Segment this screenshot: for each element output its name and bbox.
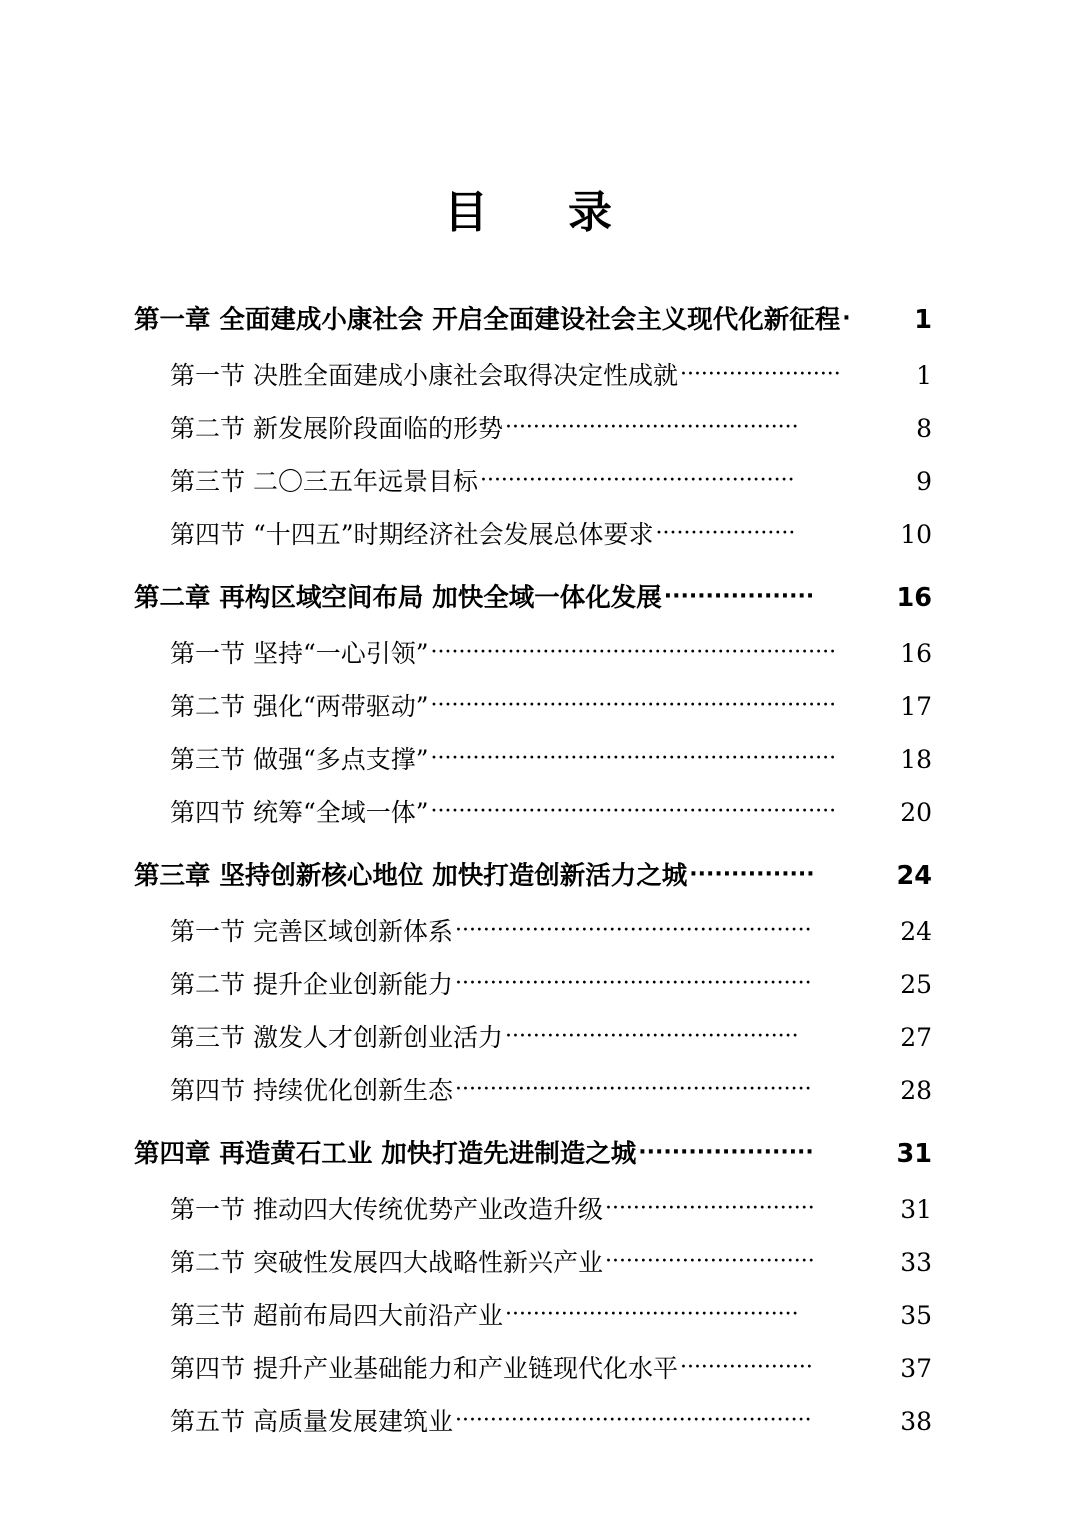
toc-entry-label: 第一节 决胜全面建成小康社会取得决定性成就 xyxy=(170,361,678,390)
toc-entry[interactable] xyxy=(0,793,1074,846)
toc-leader-dots: ··············· xyxy=(689,864,815,886)
toc-entry[interactable] xyxy=(0,740,1074,793)
toc-entry-page-number: 25 xyxy=(900,970,932,999)
toc-entry-page-number: 24 xyxy=(900,917,932,946)
toc-entry[interactable] xyxy=(0,1134,1074,1190)
toc-entry-label: 第一节 坚持“一心引领” xyxy=(170,639,429,668)
toc-entry-page-number: 37 xyxy=(900,1354,932,1383)
toc-entry[interactable] xyxy=(0,1243,1074,1296)
toc-entry-label: 第四节 持续优化创新生态 xyxy=(170,1076,453,1105)
toc-entry[interactable] xyxy=(0,462,1074,515)
toc-leader-dots: ·········································· xyxy=(504,1304,799,1326)
toc-leader-dots: · xyxy=(842,308,851,330)
toc-entry[interactable] xyxy=(0,1190,1074,1243)
toc-entry-page-number: 1 xyxy=(916,361,932,390)
toc-entry-label: 第五节 高质量发展建筑业 xyxy=(170,1407,453,1436)
toc-entry-label: 第二节 新发展阶段面临的形势 xyxy=(170,414,503,443)
toc-entry-page-number: 38 xyxy=(900,1407,932,1436)
toc-entry-page-number: 16 xyxy=(900,639,932,668)
toc-entry-label: 第四节 统筹“全域一体” xyxy=(170,798,429,827)
toc-entry-label: 第二节 强化“两带驱动” xyxy=(170,692,429,721)
toc-leader-dots: ···················· xyxy=(655,523,796,545)
toc-leader-dots: ·························································· xyxy=(430,801,837,823)
toc-leader-dots: ·························································· xyxy=(430,748,837,770)
toc-entry-label: 第四章 再造黄石工业 加快打造先进制造之城 xyxy=(134,1139,637,1169)
toc-entry[interactable] xyxy=(0,1296,1074,1349)
toc-leader-dots: ······························ xyxy=(604,1198,815,1220)
toc-entry-page-number: 18 xyxy=(900,745,932,774)
toc-entry-page-number: 10 xyxy=(900,520,932,549)
toc-entry-label: 第二章 再构区域空间布局 加快全域一体化发展 xyxy=(134,583,662,613)
toc-leader-dots: ······························ xyxy=(604,1251,815,1273)
toc-entry-page-number: 1 xyxy=(914,305,932,335)
toc-entry-page-number: 28 xyxy=(900,1076,932,1105)
page-title: 目 录 xyxy=(444,187,630,238)
toc-entry-label: 第三节 做强“多点支撑” xyxy=(170,745,429,774)
toc-leader-dots: ··················································· xyxy=(454,1410,812,1432)
toc-entry-label: 第三节 二〇三五年远景目标 xyxy=(170,467,478,496)
table-of-contents xyxy=(0,300,1074,1455)
toc-leader-dots: ··················································· xyxy=(454,973,812,995)
toc-leader-dots: ·························································· xyxy=(430,695,837,717)
toc-entry-page-number: 27 xyxy=(900,1023,932,1052)
toc-entry-label: 第一章 全面建成小康社会 开启全面建设社会主义现代化新征程 xyxy=(134,305,841,335)
toc-entry-label: 第一节 完善区域创新体系 xyxy=(170,917,453,946)
toc-entry[interactable] xyxy=(0,634,1074,687)
toc-entry-label: 第三章 坚持创新核心地位 加快打造创新活力之城 xyxy=(134,861,688,891)
toc-entry[interactable] xyxy=(0,856,1074,912)
toc-entry-page-number: 17 xyxy=(900,692,932,721)
toc-entry-page-number: 8 xyxy=(916,414,932,443)
toc-entry[interactable] xyxy=(0,1349,1074,1402)
toc-leader-dots: ·························································· xyxy=(430,642,837,664)
toc-leader-dots: ············································· xyxy=(479,470,795,492)
toc-entry-page-number: 9 xyxy=(916,467,932,496)
toc-entry[interactable] xyxy=(0,1071,1074,1124)
toc-leader-dots: ······················· xyxy=(679,364,841,386)
toc-entry[interactable] xyxy=(0,1018,1074,1071)
toc-entry-page-number: 16 xyxy=(896,583,932,613)
toc-entry-label: 第二节 提升企业创新能力 xyxy=(170,970,453,999)
toc-entry[interactable] xyxy=(0,409,1074,462)
toc-leader-dots: ·········································· xyxy=(504,417,799,439)
toc-entry[interactable] xyxy=(0,300,1074,356)
toc-leader-dots: ··················· xyxy=(679,1357,813,1379)
toc-entry-label: 第三节 激发人才创新创业活力 xyxy=(170,1023,503,1052)
toc-leader-dots: ·········································· xyxy=(504,1026,799,1048)
toc-entry-page-number: 31 xyxy=(896,1139,932,1169)
toc-entry-page-number: 35 xyxy=(900,1301,932,1330)
toc-entry-page-number: 24 xyxy=(896,861,932,891)
toc-entry-label: 第二节 突破性发展四大战略性新兴产业 xyxy=(170,1248,603,1277)
toc-entry[interactable] xyxy=(0,578,1074,634)
toc-entry-page-number: 20 xyxy=(900,798,932,827)
toc-entry-label: 第一节 推动四大传统优势产业改造升级 xyxy=(170,1195,603,1224)
toc-entry[interactable] xyxy=(0,1402,1074,1455)
toc-entry-label: 第四节 提升产业基础能力和产业链现代化水平 xyxy=(170,1354,678,1383)
toc-entry-page-number: 33 xyxy=(900,1248,932,1277)
toc-entry[interactable] xyxy=(0,356,1074,409)
toc-leader-dots: ··················································· xyxy=(454,1079,812,1101)
toc-leader-dots: ··················································· xyxy=(454,920,812,942)
toc-entry-label: 第三节 超前布局四大前沿产业 xyxy=(170,1301,503,1330)
toc-entry[interactable] xyxy=(0,912,1074,965)
toc-entry[interactable] xyxy=(0,965,1074,1018)
toc-leader-dots: ····················· xyxy=(638,1142,814,1164)
toc-entry[interactable] xyxy=(0,515,1074,568)
toc-entry-page-number: 31 xyxy=(900,1195,932,1224)
toc-leader-dots: ·················· xyxy=(663,586,815,608)
toc-entry-label: 第四节 “十四五”时期经济社会发展总体要求 xyxy=(170,520,654,549)
toc-entry[interactable] xyxy=(0,687,1074,740)
